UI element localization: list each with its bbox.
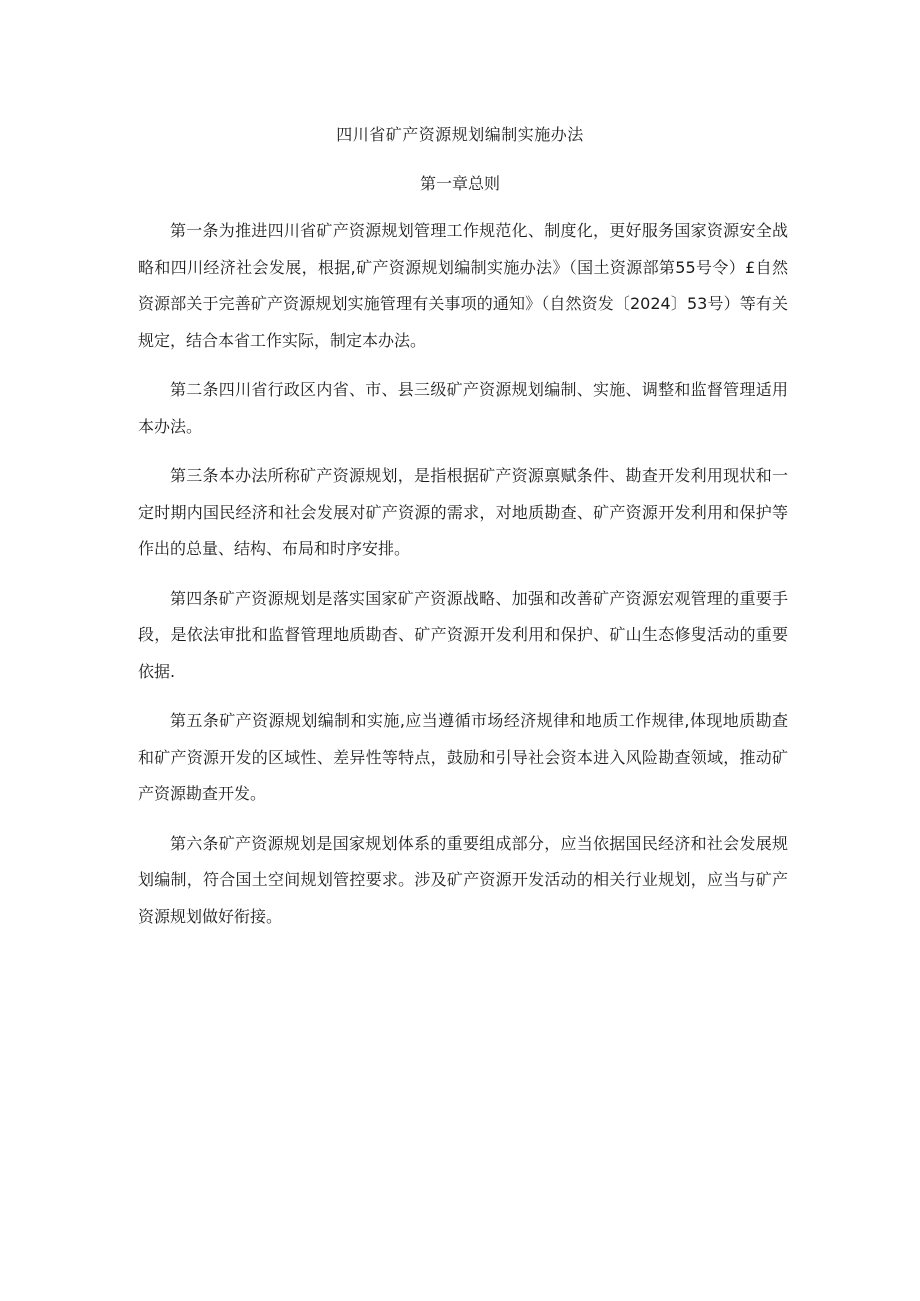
document-title: 四川省矿产资源规划编制实施办法 [336,125,584,144]
document-body [138,213,788,948]
article-1-paragraph: 第一条为推进四川省矿产资源规划管理工作规范化、制度化，更好服务国家资源安全战略和四川经济社会发展，根据,矿产资源规划编制实施办法》（国土资源部第55号令）£自然资源部关于完善矿产资源规划实施管理有关事项的通知》（自然资发〔2024〕53号）等有关规定，结合本省工作实际，制定本办法。 [138,221,788,350]
article-4-paragraph: 第四条矿产资源规划是落实国家矿产资源战略、加强和改善矿产资源宏观管理的重要手段，是依法审批和监督管理地质勘杳、矿产资源开发利用和保护、矿山生态修叟活动的重要依据. [138,588,788,681]
article-3-paragraph: 第三条本办法所称矿产资源规划，是指根据矿产资源禀赋条件、勘查开发利用现状和一定时期内国民经济和社会发展对矿产资源的需求，对地质勘查、矿产资源开发利用和保护等作出的总量、结构、布局和时序安排。 [138,466,788,558]
chapter-heading: 第一章总则 [419,174,500,193]
article-5-paragraph: 第五条矿产资源规划编制和实施,应当遵循市场经济规律和地质工作规律,体现地质勘查和矿产资源开发的区域性、差异性等特点，鼓励和引导社会资本进入风险勘查领域，推动矿产资源勘查开发。 [138,711,788,803]
article-2-paragraph: 第二条四川省行政区内省、市、县三级矿产资源规划编制、实施、调整和监督管理适用本办法。 [138,380,788,436]
article-6-paragraph: 第六条矿产资源规划是国家规划体系的重要组成部分，应当依据国民经济和社会发展规划编制，符合国土空间规划管控要求。涉及矿产资源开发活动的相关行业规划，应当与矿产资源规划做好衔接。 [138,833,788,926]
